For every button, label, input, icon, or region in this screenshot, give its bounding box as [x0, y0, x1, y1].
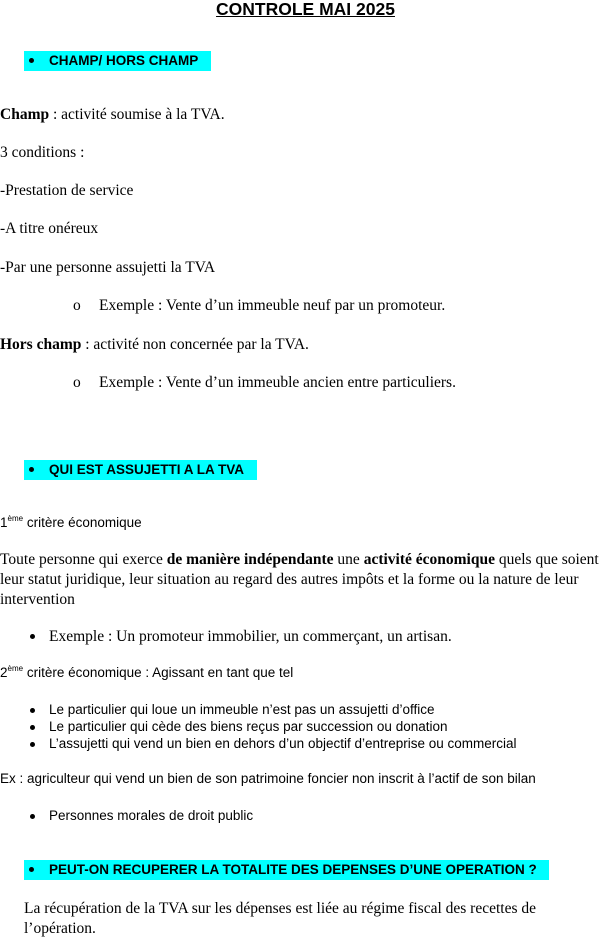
section-heading-text: QUI EST ASSUJETTI A LA TVA [49, 462, 245, 477]
criterion-suffix: ème [7, 514, 24, 523]
bullet-icon [30, 634, 35, 639]
champ-definition [0, 105, 225, 125]
hors-champ-term: Hors champ [0, 336, 82, 353]
para-bold: activité économique [363, 551, 495, 568]
hors-champ-def: : activité non concernée par la TVA. [81, 336, 309, 353]
criterion-number: 2 [0, 665, 8, 680]
list-item: Le particulier qui loue un immeuble n’est pas un assujetti d’office [49, 702, 435, 717]
para-text: Toute personne qui exerce [0, 551, 167, 568]
champ-def: : activité soumise à la TVA. [49, 106, 225, 123]
criterion-number: 1 [0, 515, 8, 530]
bullet-icon [30, 814, 35, 819]
criterion-text: critère économique [23, 515, 142, 530]
criterion-text: critère économique : Agissant en tant que tel [23, 665, 294, 680]
condition-item: -A titre onéreux [0, 220, 99, 237]
section-heading-champ [24, 51, 211, 71]
bullet-icon [29, 467, 34, 472]
bullet-icon [30, 742, 35, 747]
condition-item: -Par une personne assujetti la TVA [0, 259, 216, 276]
list-item: Le particulier qui cède des biens reçus par succession ou donation [49, 719, 448, 734]
list-marker: o [73, 374, 81, 391]
champ-example: Exemple : Vente d’un immeuble neuf par un promoteur. [99, 297, 446, 314]
bullet-icon [29, 58, 34, 63]
recuperation-paragraph: La récupération de la TVA sur les dépenses est liée au régime fiscal des recettes de l’opération. [24, 900, 537, 937]
list-item: L’assujetti qui vend un bien en dehors d’un objectif d’entreprise ou commercial [49, 736, 517, 751]
example-1: Exemple : Un promoteur immobilier, un commerçant, un artisan. [49, 628, 452, 645]
criterion-2-label [0, 664, 293, 682]
para-bold: de manière indépendante [166, 551, 334, 568]
para-text: une [333, 551, 364, 568]
criterion-1-label [0, 514, 142, 532]
bullet-icon [30, 708, 35, 713]
bullet-icon [30, 725, 35, 730]
section-heading-text: PEUT-ON RECUPERER LA TOTALITE DES DEPENSES D’UNE OPERATION ? [49, 862, 537, 877]
list-marker: o [73, 297, 81, 314]
section-heading-text: CHAMP/ HORS CHAMP [49, 53, 199, 68]
conditions-intro: 3 conditions : [0, 144, 85, 161]
criterion-suffix: ème [7, 664, 24, 673]
para-text: quels que soient leur statut juridique, leur situation au regard des autres impôts et la forme ou la nature de leur intervention [0, 551, 599, 608]
page-title: CONTROLE MAI 2025 [216, 0, 395, 19]
section-heading-recuperation [24, 860, 549, 880]
example-line: Ex : agriculteur qui vend un bien de son patrimoine foncier non inscrit à l’actif de son bilan [0, 771, 536, 786]
section-heading-assujetti [24, 460, 257, 480]
assujetti-definition [0, 550, 608, 610]
condition-item: -Prestation de service [0, 182, 134, 199]
hors-champ-definition [0, 335, 309, 355]
bullet-icon [29, 867, 34, 872]
hors-champ-example: Exemple : Vente d’un immeuble ancien entre particuliers. [99, 374, 456, 391]
list-item: Personnes morales de droit public [49, 808, 254, 823]
champ-term: Champ [0, 106, 50, 123]
